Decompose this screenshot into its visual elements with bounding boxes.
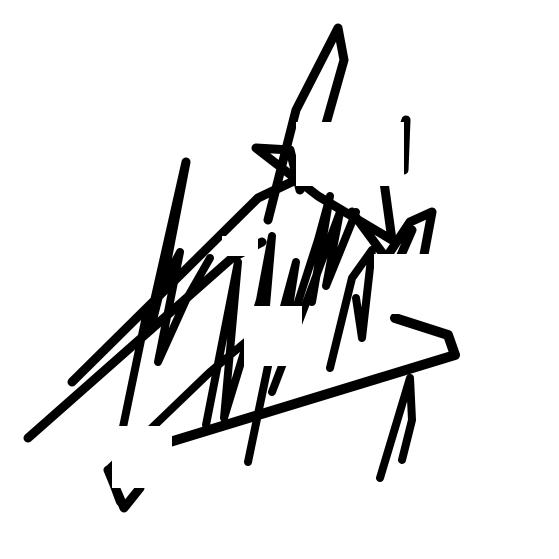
mask-block-top: [296, 122, 404, 186]
mask-block-right: [374, 254, 438, 314]
mask-block-bottom-left: [112, 426, 172, 488]
stroke-right-descender: [380, 378, 412, 478]
mask-block-middle: [244, 306, 302, 366]
mask-block-small-left: [222, 236, 258, 256]
